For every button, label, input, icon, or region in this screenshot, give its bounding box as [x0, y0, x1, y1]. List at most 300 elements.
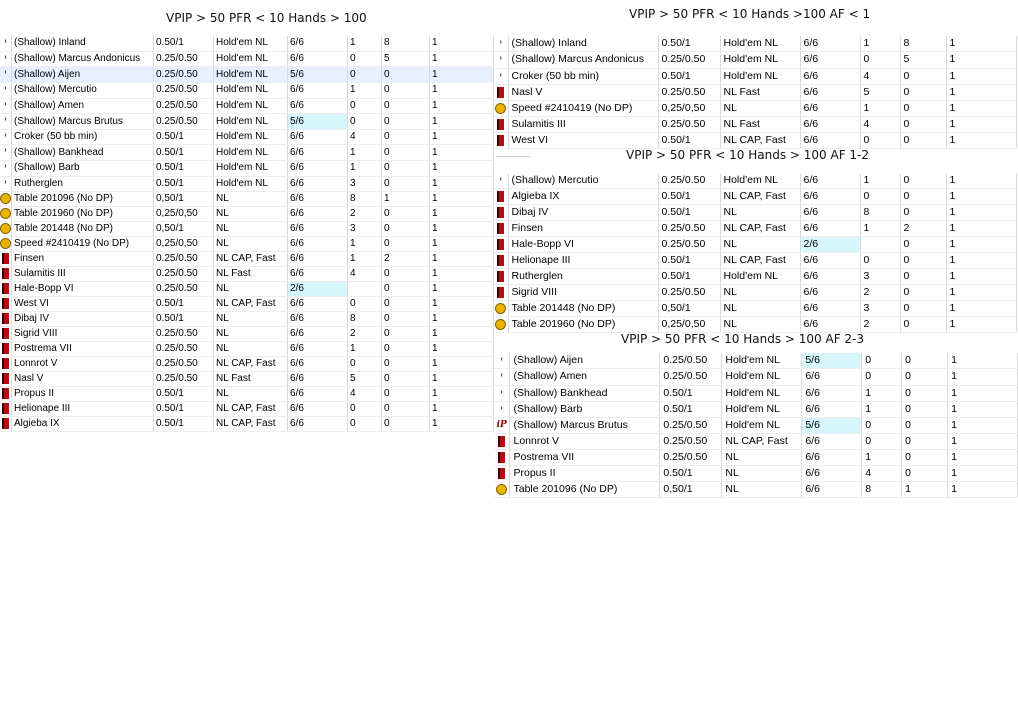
count-cell: 1: [948, 385, 1018, 401]
af-2-3-table-body: [494, 353, 1018, 498]
red-network-icon: [2, 313, 9, 324]
red-network-icon: [2, 388, 9, 399]
poker-client-icon: ᴵ: [500, 372, 503, 382]
table-name-cell: Algieba IX: [12, 417, 154, 432]
seats-cell: 6/6: [800, 269, 860, 285]
table-name-cell: (Shallow) Amen: [510, 369, 660, 385]
stakes-cell: 0.25/0.50: [660, 418, 722, 434]
count-cell: 5: [382, 51, 430, 67]
table-row[interactable]: [494, 68, 1016, 84]
table-name-cell: (Shallow) Bankhead: [12, 145, 154, 161]
table-row[interactable]: [494, 466, 1018, 482]
seats-cell: 6/6: [802, 401, 862, 417]
stakes-cell: 0.50/1: [154, 176, 214, 192]
seats-cell: 6/6: [288, 267, 348, 282]
table-name-cell: Table 201960 (No DP): [508, 317, 658, 333]
stakes-cell: 0.50/1: [658, 68, 720, 84]
stakes-cell: 0.25/0.50: [658, 52, 720, 68]
table-row[interactable]: [0, 82, 494, 98]
red-network-icon: [498, 452, 505, 463]
table-row[interactable]: [0, 98, 494, 114]
waiting-count-cell: 2: [348, 327, 382, 342]
red-network-icon: [498, 436, 505, 447]
table-row[interactable]: [494, 369, 1018, 385]
row-icon: [494, 173, 508, 189]
table-row[interactable]: [0, 192, 494, 207]
waiting-count-cell: 3: [348, 176, 382, 192]
table-row[interactable]: [494, 385, 1018, 401]
row-icon: [494, 221, 508, 237]
seats-cell: 6/6: [802, 482, 862, 498]
stakes-cell: 0.25/0.50: [154, 282, 214, 297]
row-icon: [494, 68, 508, 84]
ipoker-client-icon: iP: [496, 420, 507, 431]
table-name-cell: (Shallow) Inland: [508, 36, 658, 52]
seats-cell: 5/6: [802, 418, 862, 434]
stakes-cell: 0.25/0.50: [154, 67, 214, 83]
table-name-cell: Table 201096 (No DP): [510, 482, 660, 498]
game-type-cell: NL CAP, Fast: [214, 402, 288, 417]
table-name-cell: Nasl V: [508, 84, 658, 100]
table-row[interactable]: [0, 51, 494, 67]
game-type-cell: NL: [722, 466, 802, 482]
poker-client-icon: ᴵ: [499, 55, 502, 65]
count-cell: 0: [900, 317, 946, 333]
table-name-cell: Speed #2410419 (No DP): [508, 100, 658, 116]
waiting-count-cell: 1: [860, 221, 900, 237]
table-row[interactable]: [494, 434, 1018, 450]
row-icon: [0, 51, 12, 67]
seats-cell: 5/6: [288, 114, 348, 130]
red-network-icon: [2, 343, 9, 354]
row-icon: [494, 253, 508, 269]
seats-cell: 6/6: [288, 297, 348, 312]
stakes-cell: 0.50/1: [154, 417, 214, 432]
seats-cell: 6/6: [288, 357, 348, 372]
seats-cell: 6/6: [288, 387, 348, 402]
seats-cell: 2/6: [288, 282, 348, 297]
count-cell: 1: [946, 116, 1016, 132]
seats-cell: 6/6: [800, 317, 860, 333]
count-cell: 1: [430, 161, 494, 177]
count-cell: 1: [946, 173, 1016, 189]
table-name-cell: Lonnrot V: [510, 434, 660, 450]
waiting-count-cell: 4: [860, 68, 900, 84]
table-name-cell: (Shallow) Aijen: [510, 353, 660, 369]
table-name-cell: (Shallow) Marcus Andonicus: [12, 51, 154, 67]
count-cell: 0: [382, 282, 430, 297]
count-cell: 1: [430, 222, 494, 237]
count-cell: 0: [900, 285, 946, 301]
game-type-cell: Hold'em NL: [722, 353, 802, 369]
game-type-cell: Hold'em NL: [214, 129, 288, 145]
row-icon: [494, 317, 508, 333]
game-type-cell: NL: [720, 317, 800, 333]
seats-cell: 6/6: [800, 285, 860, 301]
table-name-cell: Postrema VII: [12, 342, 154, 357]
count-cell: 0: [382, 327, 430, 342]
count-cell: 1: [430, 98, 494, 114]
red-network-icon: [2, 298, 9, 309]
waiting-count-cell: 0: [348, 51, 382, 67]
game-type-cell: NL: [214, 222, 288, 237]
table-row[interactable]: [0, 67, 494, 83]
count-cell: 1: [430, 51, 494, 67]
stakes-cell: 0.50/1: [658, 269, 720, 285]
count-cell: 0: [382, 417, 430, 432]
seats-cell: 6/6: [288, 36, 348, 51]
table-row[interactable]: [0, 129, 494, 145]
row-icon: [494, 369, 510, 385]
table-row[interactable]: [494, 418, 1018, 434]
gold-chip-icon: [0, 223, 11, 234]
table-row[interactable]: [494, 221, 1016, 237]
game-type-cell: Hold'em NL: [214, 176, 288, 192]
row-icon: [494, 285, 508, 301]
waiting-count-cell: 1: [860, 100, 900, 116]
seats-cell: 6/6: [288, 176, 348, 192]
red-network-icon: [497, 135, 504, 146]
row-icon: [0, 129, 12, 145]
gold-chip-icon: [495, 303, 506, 314]
table-row[interactable]: [494, 100, 1016, 116]
table-name-cell: Sulamitis III: [12, 267, 154, 282]
row-icon: [494, 205, 508, 221]
seats-cell: 6/6: [288, 207, 348, 222]
waiting-count-cell: 4: [860, 116, 900, 132]
table-name-cell: Rutherglen: [12, 176, 154, 192]
seats-cell: 6/6: [288, 372, 348, 387]
row-icon: [0, 252, 12, 267]
waiting-count-cell: 0: [348, 67, 382, 83]
stakes-cell: 0.50/1: [154, 145, 214, 161]
count-cell: 0: [382, 207, 430, 222]
table-name-cell: Dibaj IV: [508, 205, 658, 221]
seats-cell: 6/6: [800, 68, 860, 84]
stakes-cell: 0.25/0.50: [658, 285, 720, 301]
red-network-icon: [498, 468, 505, 479]
table-row[interactable]: [494, 116, 1016, 132]
table-row[interactable]: [494, 84, 1016, 100]
game-type-cell: NL: [214, 192, 288, 207]
count-cell: 1: [946, 205, 1016, 221]
game-type-cell: Hold'em NL: [720, 68, 800, 84]
stakes-cell: 0.25/0.50: [154, 357, 214, 372]
row-icon: [0, 145, 12, 161]
count-cell: 1: [902, 482, 948, 498]
table-row[interactable]: [0, 342, 494, 357]
table-row[interactable]: [0, 267, 494, 282]
stakes-cell: 0.25/0.50: [658, 221, 720, 237]
table-row[interactable]: [0, 312, 494, 327]
stakes-cell: 0.50/1: [154, 129, 214, 145]
row-icon: [0, 267, 12, 282]
seats-cell: 6/6: [288, 252, 348, 267]
row-icon: [494, 418, 510, 434]
table-name-cell: (Shallow) Inland: [12, 36, 154, 51]
waiting-count-cell: 0: [860, 132, 900, 148]
game-type-cell: NL CAP, Fast: [214, 252, 288, 267]
poker-client-icon: ᴵ: [4, 163, 7, 173]
table-name-cell: Table 201448 (No DP): [12, 222, 154, 237]
count-cell: 1: [948, 369, 1018, 385]
count-cell: 1: [430, 67, 494, 83]
seats-cell: 6/6: [800, 116, 860, 132]
row-icon: [494, 84, 508, 100]
poker-client-icon: ᴵ: [500, 388, 503, 398]
table-name-cell: Sigrid VIII: [508, 285, 658, 301]
main-table-body: [0, 36, 494, 432]
table-row[interactable]: [0, 402, 494, 417]
waiting-count-cell: 0: [860, 52, 900, 68]
count-cell: 1: [946, 52, 1016, 68]
poker-client-icon: ᴵ: [500, 356, 503, 365]
row-icon: [0, 98, 12, 114]
table-name-cell: Finsen: [12, 252, 154, 267]
count-cell: 0: [382, 114, 430, 130]
count-cell: 0: [382, 237, 430, 252]
row-icon: [494, 353, 510, 369]
game-type-cell: Hold'em NL: [214, 145, 288, 161]
count-cell: 1: [948, 418, 1018, 434]
table-row[interactable]: [494, 189, 1016, 205]
table-name-cell: Lonnrot V: [12, 357, 154, 372]
row-icon: [494, 401, 510, 417]
table-name-cell: Propus II: [510, 466, 660, 482]
table-row[interactable]: [494, 301, 1016, 317]
seats-cell: 2/6: [800, 237, 860, 253]
count-cell: 0: [900, 237, 946, 253]
seats-cell: 6/6: [288, 222, 348, 237]
table-name-cell: Finsen: [508, 221, 658, 237]
waiting-count-cell: 0: [348, 417, 382, 432]
table-row[interactable]: [0, 297, 494, 312]
game-type-cell: NL: [214, 342, 288, 357]
red-network-icon: [497, 255, 504, 266]
stakes-cell: 0.50/1: [660, 401, 722, 417]
stakes-cell: 0,25/0,50: [154, 207, 214, 222]
table-row[interactable]: [0, 387, 494, 402]
count-cell: 0: [900, 116, 946, 132]
stakes-cell: 0.50/1: [660, 466, 722, 482]
table-row[interactable]: [494, 132, 1016, 148]
table-row[interactable]: [0, 327, 494, 342]
count-cell: 0: [382, 342, 430, 357]
af-1-2-table: [494, 173, 1017, 333]
waiting-count-cell: 1: [348, 145, 382, 161]
stakes-cell: 0,50/1: [660, 482, 722, 498]
waiting-count-cell: 1: [348, 342, 382, 357]
stakes-cell: 0.50/1: [154, 312, 214, 327]
row-icon: [494, 466, 510, 482]
table-row[interactable]: [494, 173, 1016, 189]
table-name-cell: (Shallow) Aijen: [12, 67, 154, 83]
table-row[interactable]: [494, 353, 1018, 369]
waiting-count-cell: 1: [348, 161, 382, 177]
af-1-2-table-title: VPIP > 50 PFR < 10 Hands > 100 AF 1-2: [626, 148, 870, 162]
row-icon: [494, 269, 508, 285]
game-type-cell: NL CAP, Fast: [720, 221, 800, 237]
row-icon: [0, 327, 12, 342]
seats-cell: 6/6: [800, 100, 860, 116]
seats-cell: 6/6: [800, 205, 860, 221]
table-name-cell: West VI: [12, 297, 154, 312]
table-row[interactable]: [494, 285, 1016, 301]
table-row[interactable]: [0, 237, 494, 252]
table-row[interactable]: [0, 282, 494, 297]
af-lt1-table-title: VPIP > 50 PFR < 10 Hands >100 AF < 1: [629, 7, 871, 21]
count-cell: 0: [902, 450, 948, 466]
row-icon: [0, 176, 12, 192]
poker-client-icon: ᴵ: [4, 116, 7, 126]
row-icon: [494, 52, 508, 68]
count-cell: 2: [382, 252, 430, 267]
waiting-count-cell: 0: [860, 253, 900, 269]
gold-chip-icon: [495, 319, 506, 330]
poker-client-icon: ᴵ: [4, 100, 7, 110]
game-type-cell: NL Fast: [720, 84, 800, 100]
count-cell: 0: [902, 353, 948, 369]
table-name-cell: Helionape III: [508, 253, 658, 269]
seats-cell: 6/6: [800, 36, 860, 52]
count-cell: 0: [382, 176, 430, 192]
af-1-2-table-panel: [494, 173, 1017, 333]
seats-cell: 6/6: [800, 221, 860, 237]
stakes-cell: 0.25/0.50: [658, 237, 720, 253]
row-icon: [494, 237, 508, 253]
seats-cell: 5/6: [802, 353, 862, 369]
stakes-cell: 0.25/0.50: [660, 450, 722, 466]
waiting-count-cell: 1: [860, 173, 900, 189]
poker-client-icon: ᴵ: [4, 147, 7, 157]
table-row[interactable]: [494, 237, 1016, 253]
count-cell: 0: [382, 161, 430, 177]
table-row[interactable]: [494, 269, 1016, 285]
game-type-cell: NL: [214, 312, 288, 327]
game-type-cell: NL Fast: [214, 372, 288, 387]
table-row[interactable]: [494, 36, 1016, 52]
count-cell: 2: [900, 221, 946, 237]
table-row[interactable]: [494, 401, 1018, 417]
stakes-cell: 0.50/1: [154, 297, 214, 312]
table-name-cell: Hale-Bopp VI: [508, 237, 658, 253]
stakes-cell: 0.50/1: [658, 36, 720, 52]
table-row[interactable]: [494, 317, 1016, 333]
table-name-cell: (Shallow) Mercutio: [12, 82, 154, 98]
poker-client-icon: ᴵ: [4, 53, 7, 63]
table-row[interactable]: [0, 357, 494, 372]
table-name-cell: (Shallow) Bankhead: [510, 385, 660, 401]
count-cell: 1: [946, 189, 1016, 205]
table-name-cell: Table 201096 (No DP): [12, 192, 154, 207]
table-row[interactable]: [0, 176, 494, 192]
count-cell: 1: [430, 129, 494, 145]
red-network-icon: [2, 283, 9, 294]
waiting-count-cell: 2: [348, 207, 382, 222]
table-name-cell: (Shallow) Marcus Brutus: [510, 418, 660, 434]
count-cell: 5: [900, 52, 946, 68]
table-row[interactable]: [0, 207, 494, 222]
stakes-cell: 0,25/0,50: [154, 237, 214, 252]
table-row[interactable]: [0, 161, 494, 177]
count-cell: 1: [948, 450, 1018, 466]
waiting-count-cell: 0: [348, 297, 382, 312]
waiting-count-cell: [348, 282, 382, 297]
stakes-cell: 0.50/1: [658, 253, 720, 269]
waiting-count-cell: 4: [348, 267, 382, 282]
table-row[interactable]: [0, 222, 494, 237]
waiting-count-cell: 1: [862, 401, 902, 417]
gold-chip-icon: [495, 103, 506, 114]
row-icon: [0, 161, 12, 177]
game-type-cell: Hold'em NL: [214, 114, 288, 130]
af-2-3-table: [494, 353, 1018, 498]
count-cell: 1: [382, 192, 430, 207]
waiting-count-cell: 3: [860, 301, 900, 317]
table-name-cell: (Shallow) Mercutio: [508, 173, 658, 189]
game-type-cell: Hold'em NL: [214, 161, 288, 177]
stakes-cell: 0,50/1: [154, 222, 214, 237]
table-row[interactable]: [0, 114, 494, 130]
table-row[interactable]: [0, 417, 494, 432]
red-network-icon: [497, 223, 504, 234]
row-icon: [494, 482, 510, 498]
game-type-cell: NL CAP, Fast: [720, 189, 800, 205]
game-type-cell: Hold'em NL: [720, 52, 800, 68]
count-cell: 1: [430, 327, 494, 342]
waiting-count-cell: 4: [862, 466, 902, 482]
table-row[interactable]: [0, 145, 494, 161]
row-icon: [0, 402, 12, 417]
waiting-count-cell: 0: [862, 353, 902, 369]
count-cell: 0: [900, 173, 946, 189]
count-cell: 8: [900, 36, 946, 52]
waiting-count-cell: 2: [860, 317, 900, 333]
table-row[interactable]: [0, 372, 494, 387]
waiting-count-cell: 8: [348, 192, 382, 207]
row-icon: [0, 82, 12, 98]
game-type-cell: NL: [214, 387, 288, 402]
seats-cell: 6/6: [800, 84, 860, 100]
row-icon: [494, 100, 508, 116]
count-cell: 0: [382, 82, 430, 98]
count-cell: 1: [430, 237, 494, 252]
game-type-cell: NL CAP, Fast: [214, 357, 288, 372]
waiting-count-cell: 0: [862, 418, 902, 434]
count-cell: 1: [430, 145, 494, 161]
stakes-cell: 0.25/0.50: [154, 114, 214, 130]
count-cell: 0: [900, 269, 946, 285]
count-cell: 0: [382, 145, 430, 161]
seats-cell: 6/6: [800, 189, 860, 205]
waiting-count-cell: 0: [862, 369, 902, 385]
table-row[interactable]: [494, 450, 1018, 466]
poker-client-icon: ᴵ: [4, 178, 7, 188]
seats-cell: 6/6: [802, 385, 862, 401]
poker-client-icon: ᴵ: [4, 131, 7, 141]
table-row[interactable]: [494, 52, 1016, 68]
waiting-count-cell: [860, 237, 900, 253]
table-row[interactable]: [0, 36, 494, 51]
table-row[interactable]: [494, 482, 1018, 498]
count-cell: 0: [900, 132, 946, 148]
table-row[interactable]: [494, 253, 1016, 269]
poker-client-icon: ᴵ: [499, 176, 502, 185]
table-row[interactable]: [494, 205, 1016, 221]
table-row[interactable]: [0, 252, 494, 267]
count-cell: 0: [900, 253, 946, 269]
game-type-cell: NL CAP, Fast: [720, 132, 800, 148]
